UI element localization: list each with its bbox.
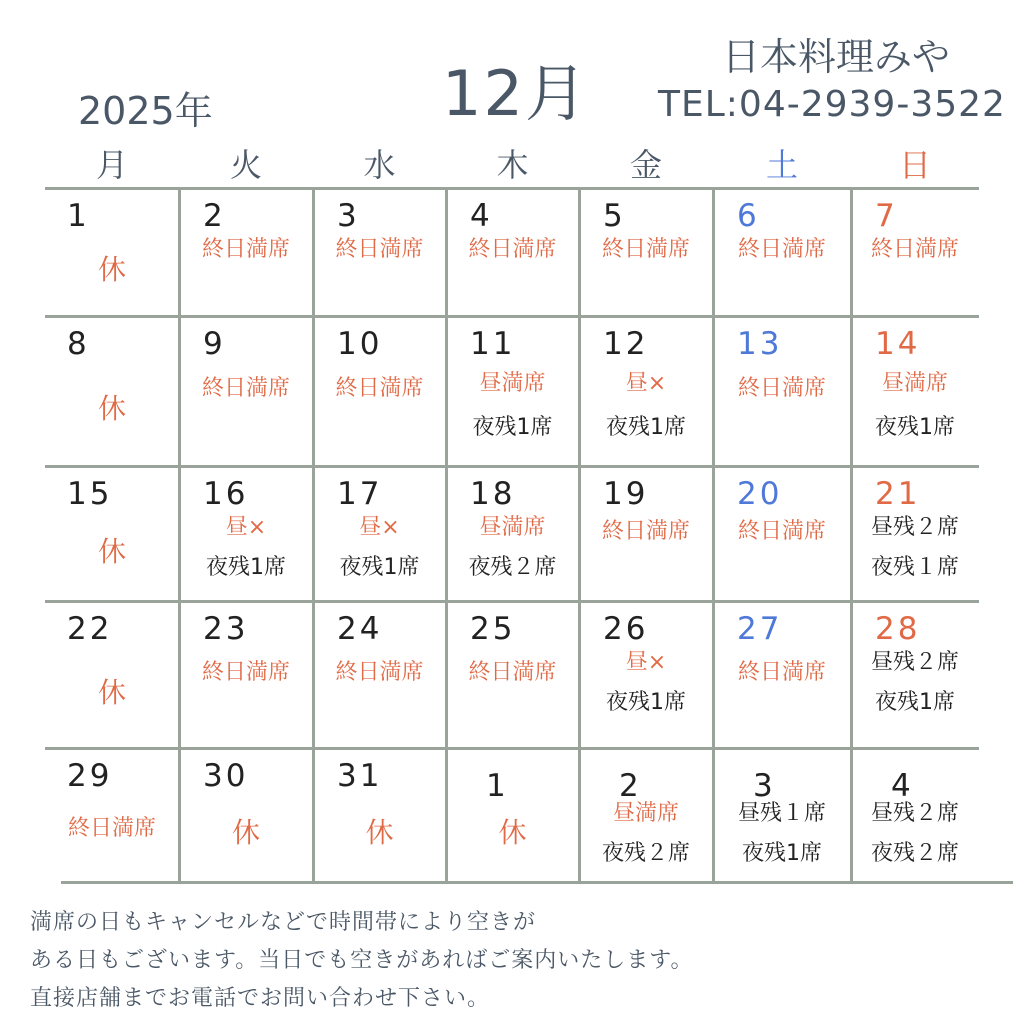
calendar-day-cell — [713, 748, 851, 882]
phone-number: TEL:04-2939-3522 — [658, 84, 1006, 125]
calendar-day-cell — [45, 188, 179, 316]
availability-status: 夜残１席 — [870, 555, 959, 580]
weekday-label: 日 — [898, 146, 931, 184]
availability-status: 昼残２席 — [870, 801, 959, 826]
day-number: 3 — [753, 768, 776, 804]
availability-status: 終日満席 — [601, 237, 690, 262]
day-number: 3 — [337, 198, 360, 234]
calendar-day-cell — [179, 748, 313, 882]
year-label: 2025年 — [78, 89, 213, 133]
day-number: 24 — [337, 611, 383, 647]
availability-status: 昼× — [625, 650, 667, 675]
calendar-day-cell — [313, 748, 446, 882]
calendar-day-cell — [713, 188, 851, 316]
notice-line: ある日もございます。当日でも空きがあればご案内いたします。 — [30, 948, 694, 973]
availability-status: 夜残1席 — [875, 690, 955, 715]
calendar-day-cell — [851, 316, 979, 466]
availability-status: 休 — [97, 675, 126, 709]
calendar-day-cell — [45, 601, 179, 748]
availability-status: 休 — [97, 534, 126, 568]
availability-status: 終日満席 — [737, 376, 826, 401]
availability-status: 夜残1席 — [339, 555, 420, 580]
calendar-day-cell — [713, 316, 851, 466]
day-number: 26 — [603, 611, 649, 647]
calendar-day-cell — [446, 188, 579, 316]
day-number: 8 — [67, 326, 90, 362]
calendar-day-cell — [446, 466, 579, 601]
day-number: 15 — [67, 476, 113, 512]
availability-status: 終日満席 — [601, 518, 690, 544]
availability-status: 終日満席 — [737, 237, 826, 262]
availability-status: 昼× — [359, 515, 400, 540]
notice-line: 満席の日もキャンセルなどで時間帯により空きが — [30, 910, 537, 935]
availability-status: 終日満席 — [870, 237, 959, 262]
availability-status: 昼残２席 — [870, 650, 959, 675]
availability-status: 夜残1席 — [206, 555, 286, 580]
weekday-label: 水 — [363, 146, 396, 184]
availability-status: 終日満席 — [737, 659, 826, 685]
day-number: 14 — [875, 326, 921, 362]
day-number: 11 — [470, 326, 516, 362]
calendar-day-cell — [313, 188, 446, 316]
day-number: 13 — [737, 326, 783, 362]
availability-status: 終日満席 — [67, 816, 156, 841]
weekday-label: 木 — [496, 146, 529, 184]
day-number: 2 — [203, 198, 226, 234]
day-number: 27 — [737, 611, 783, 647]
availability-status: 昼満席 — [479, 515, 546, 540]
month-title: 12月 — [442, 57, 589, 130]
calendar-day-cell — [313, 466, 446, 601]
day-number: 28 — [875, 611, 921, 647]
calendar-day-cell — [446, 316, 579, 466]
availability-status: 終日満席 — [201, 376, 290, 401]
day-number: 1 — [67, 198, 90, 234]
day-number: 30 — [203, 758, 249, 794]
availability-status: 終日満席 — [335, 659, 424, 685]
availability-status: 夜残２席 — [468, 555, 557, 580]
calendar-day-cell — [179, 466, 313, 601]
availability-status: 夜残1席 — [472, 415, 553, 440]
day-number: 4 — [891, 768, 914, 804]
weekday-header — [45, 140, 979, 188]
calendar-day-cell — [851, 466, 979, 601]
availability-status: 夜残1席 — [875, 415, 955, 440]
day-number: 17 — [337, 476, 383, 512]
availability-status: 昼× — [225, 515, 267, 540]
day-number: 31 — [337, 758, 383, 794]
availability-status: 昼残１席 — [737, 801, 826, 826]
notice-text — [30, 904, 693, 1018]
availability-status: 終日満席 — [737, 518, 826, 544]
availability-status: 終日満席 — [335, 237, 424, 262]
availability-status: 夜残1席 — [742, 841, 822, 866]
availability-status: 夜残1席 — [606, 690, 686, 715]
day-number: 19 — [603, 476, 649, 512]
availability-status: 終日満席 — [335, 376, 424, 401]
day-number: 22 — [67, 611, 113, 647]
calendar-day-cell — [446, 601, 579, 748]
calendar-day-cell — [45, 466, 179, 601]
day-number: 20 — [737, 476, 783, 512]
availability-status: 休 — [365, 816, 394, 849]
calendar-day-cell — [713, 466, 851, 601]
weekday-label: 火 — [229, 146, 262, 184]
availability-status: 昼残２席 — [870, 515, 959, 540]
shop-name: 日本料理みや — [722, 35, 951, 79]
day-number: 29 — [67, 758, 113, 794]
calendar-day-cell — [45, 748, 179, 882]
day-number: 6 — [737, 198, 760, 234]
availability-status: 昼満席 — [612, 801, 679, 826]
calendar-day-cell — [713, 601, 851, 748]
day-number: 9 — [203, 326, 226, 362]
weekday-label: 月 — [95, 146, 128, 184]
day-number: 4 — [470, 198, 493, 234]
availability-status: 終日満席 — [468, 659, 557, 685]
day-number: 2 — [619, 768, 642, 804]
calendar-day-cell — [579, 601, 713, 748]
notice-line: 直接店舗までお電話でお問い合わせ下さい。 — [30, 986, 491, 1011]
availability-status: 終日満席 — [468, 237, 557, 262]
calendar-day-cell — [851, 601, 979, 748]
weekday-label: 金 — [629, 146, 662, 184]
day-number: 25 — [470, 611, 516, 647]
calendar-day-cell — [313, 601, 446, 748]
calendar-day-cell — [579, 466, 713, 601]
calendar-day-cell — [313, 316, 446, 466]
availability-status: 終日満席 — [201, 659, 290, 685]
weekday-label: 土 — [765, 146, 798, 184]
calendar-day-cell — [851, 748, 979, 882]
day-number: 5 — [603, 198, 626, 234]
day-number: 16 — [203, 476, 249, 512]
availability-status: 昼× — [625, 371, 667, 396]
availability-status: 休 — [231, 816, 260, 849]
calendar-day-cell — [851, 188, 979, 316]
day-number: 7 — [875, 198, 898, 234]
calendar-day-cell — [179, 316, 313, 466]
availability-status: 休 — [97, 253, 126, 286]
calendar-day-cell — [579, 188, 713, 316]
day-number: 10 — [337, 326, 383, 362]
availability-status: 休 — [498, 816, 527, 849]
availability-status: 夜残２席 — [601, 841, 690, 866]
calendar-day-cell — [179, 601, 313, 748]
day-number: 21 — [875, 476, 921, 512]
calendar-day-cell — [579, 316, 713, 466]
calendar-day-cell — [446, 748, 579, 882]
day-number: 23 — [203, 611, 249, 647]
day-number: 1 — [486, 768, 509, 804]
availability-status: 昼満席 — [881, 371, 948, 396]
availability-status: 休 — [97, 392, 126, 425]
day-number: 12 — [603, 326, 649, 362]
day-number: 18 — [470, 476, 516, 512]
availability-status: 夜残２席 — [870, 841, 959, 866]
availability-status: 夜残1席 — [606, 415, 686, 440]
calendar-day-cell — [579, 748, 713, 882]
calendar-day-cell — [45, 316, 179, 466]
calendar-day-cell — [179, 188, 313, 316]
calendar-grid — [45, 188, 979, 882]
availability-status: 昼満席 — [479, 371, 546, 396]
availability-status: 終日満席 — [201, 237, 290, 262]
